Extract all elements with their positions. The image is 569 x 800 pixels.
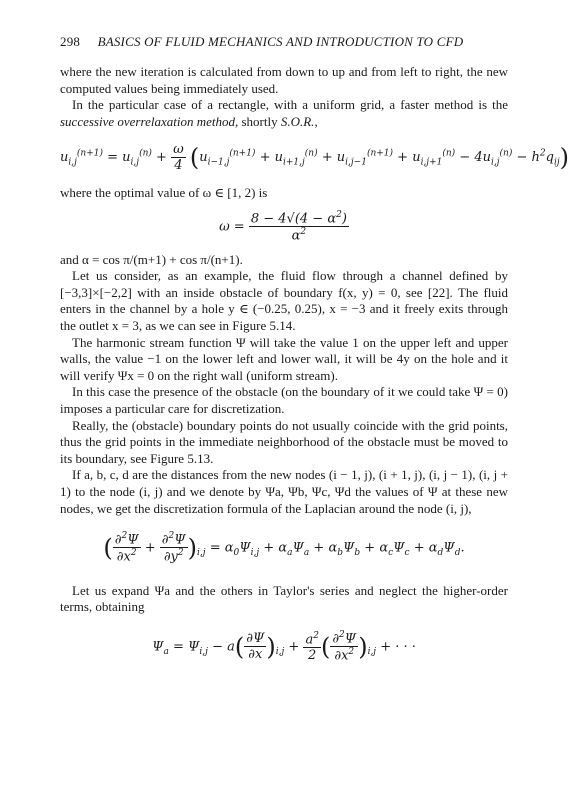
omega-equation: ω = $\frac{8 - 4√(4 - \alpha^2)}{\alpha^2}$ [219,209,347,244]
paragraph-2: In the particular case of a rectangle, with a uniform grid, a faster method is the successive overrelaxation method, shortly S.O.R., [60,97,508,129]
paragraph-8: Really, the (obstacle) boundary points do not usually coincide with the grid points, thus the grid points in the immediate neighborhood of the obstacle must be moved to its boundary, see Figure 5.13. [60,417,508,466]
paragraph-10: Let us expand Ψa and the others in Taylor's series and neglect the higher-order terms, obtaining [60,582,508,615]
running-header [60,34,508,50]
paragraph-6: The harmonic stream function Ψ will take the value 1 on the upper left and upper walls, the value −1 on the lower left and lower wall, it will be 4y on the hole and it will verify Ψx = 0 on the right wall (uniform stream). [60,334,508,383]
document-page [60,34,569,664]
paragraph-4: and α = cos π/(m+1) + cos π/(n+1). [60,251,243,267]
running-title: BASICS OF FLUID MECHANICS AND INTRODUCTION TO CFD [97,34,464,49]
laplacian-equation: ( $\frac{\partial^2\Psi}{\partial x^2}$ + $\frac{\partial^2\Psi}{\partial y^2}$ )$_{i,j} = \alpha_0\Psi_{i,j} + \alpha_a\Psi_a + \alpha_b\Psi_b + \alpha_c\Psi_c + \alpha_d\Psi_d$. [103,531,465,565]
paragraph-1: where the new iteration is calculated from down to up and from left to right, the new computed values being immediately used. [60,64,508,96]
paragraph-7: In this case the presence of the obstacle (on the boundary of it we could take Ψ = 0) imposes a particular care for discretization. [60,384,508,416]
paragraph-5: Let us consider, as an example, the fluid flow through a channel defined by [−3,3]×[−2,2] with an inside obstacle of boundary f(x, y) = 0, see [22]. The fluid enters in the channel by a hole y ∈ (−0.25, 0.25), x = −3 and it freely exits through the outlet x = 3, as we can see in Figure 5.14. [60,268,508,333]
paragraph-3: where the optimal value of ω ∈ [1, 2) is [60,185,268,201]
paragraph-9: If a, b, c, d are the distances from the new nodes (i − 1, j), (i + 1, j), (i, j − 1), (i, j + 1) to the node (i, j) and we denote by Ψa, Ψb, Ψc, Ψd the values of Ψ at these new nodes, we get the discretization formula of the Laplacian around the node (i, j), [60,467,508,516]
taylor-equation: $\Psi_a = \Psi_{i,j} - a$( $\frac{\partial\Psi}{\partial x}$ )$_{i,j}$ + $\frac{a^2}{2}$ ( $\frac{\partial^2\Psi}{\partial x^2}$ )$_{i,j}$ + · · · [152,629,416,664]
sor-equation: $u_{i,j}^{(n+1)} = u_{i,j}^{(n)}$ + $\frac{\omega}{4}$ $(u_{i-1,j}^{(n+1)} + u_{i+1,j}^{(n)} + u_{i,j-1}^{(n+1)} + u_{i,j+1}^{(n)} - 4u_{i,j}^{(n)} - h^2q_{ij})$ [60,142,569,174]
page-number: 298 [60,34,81,49]
